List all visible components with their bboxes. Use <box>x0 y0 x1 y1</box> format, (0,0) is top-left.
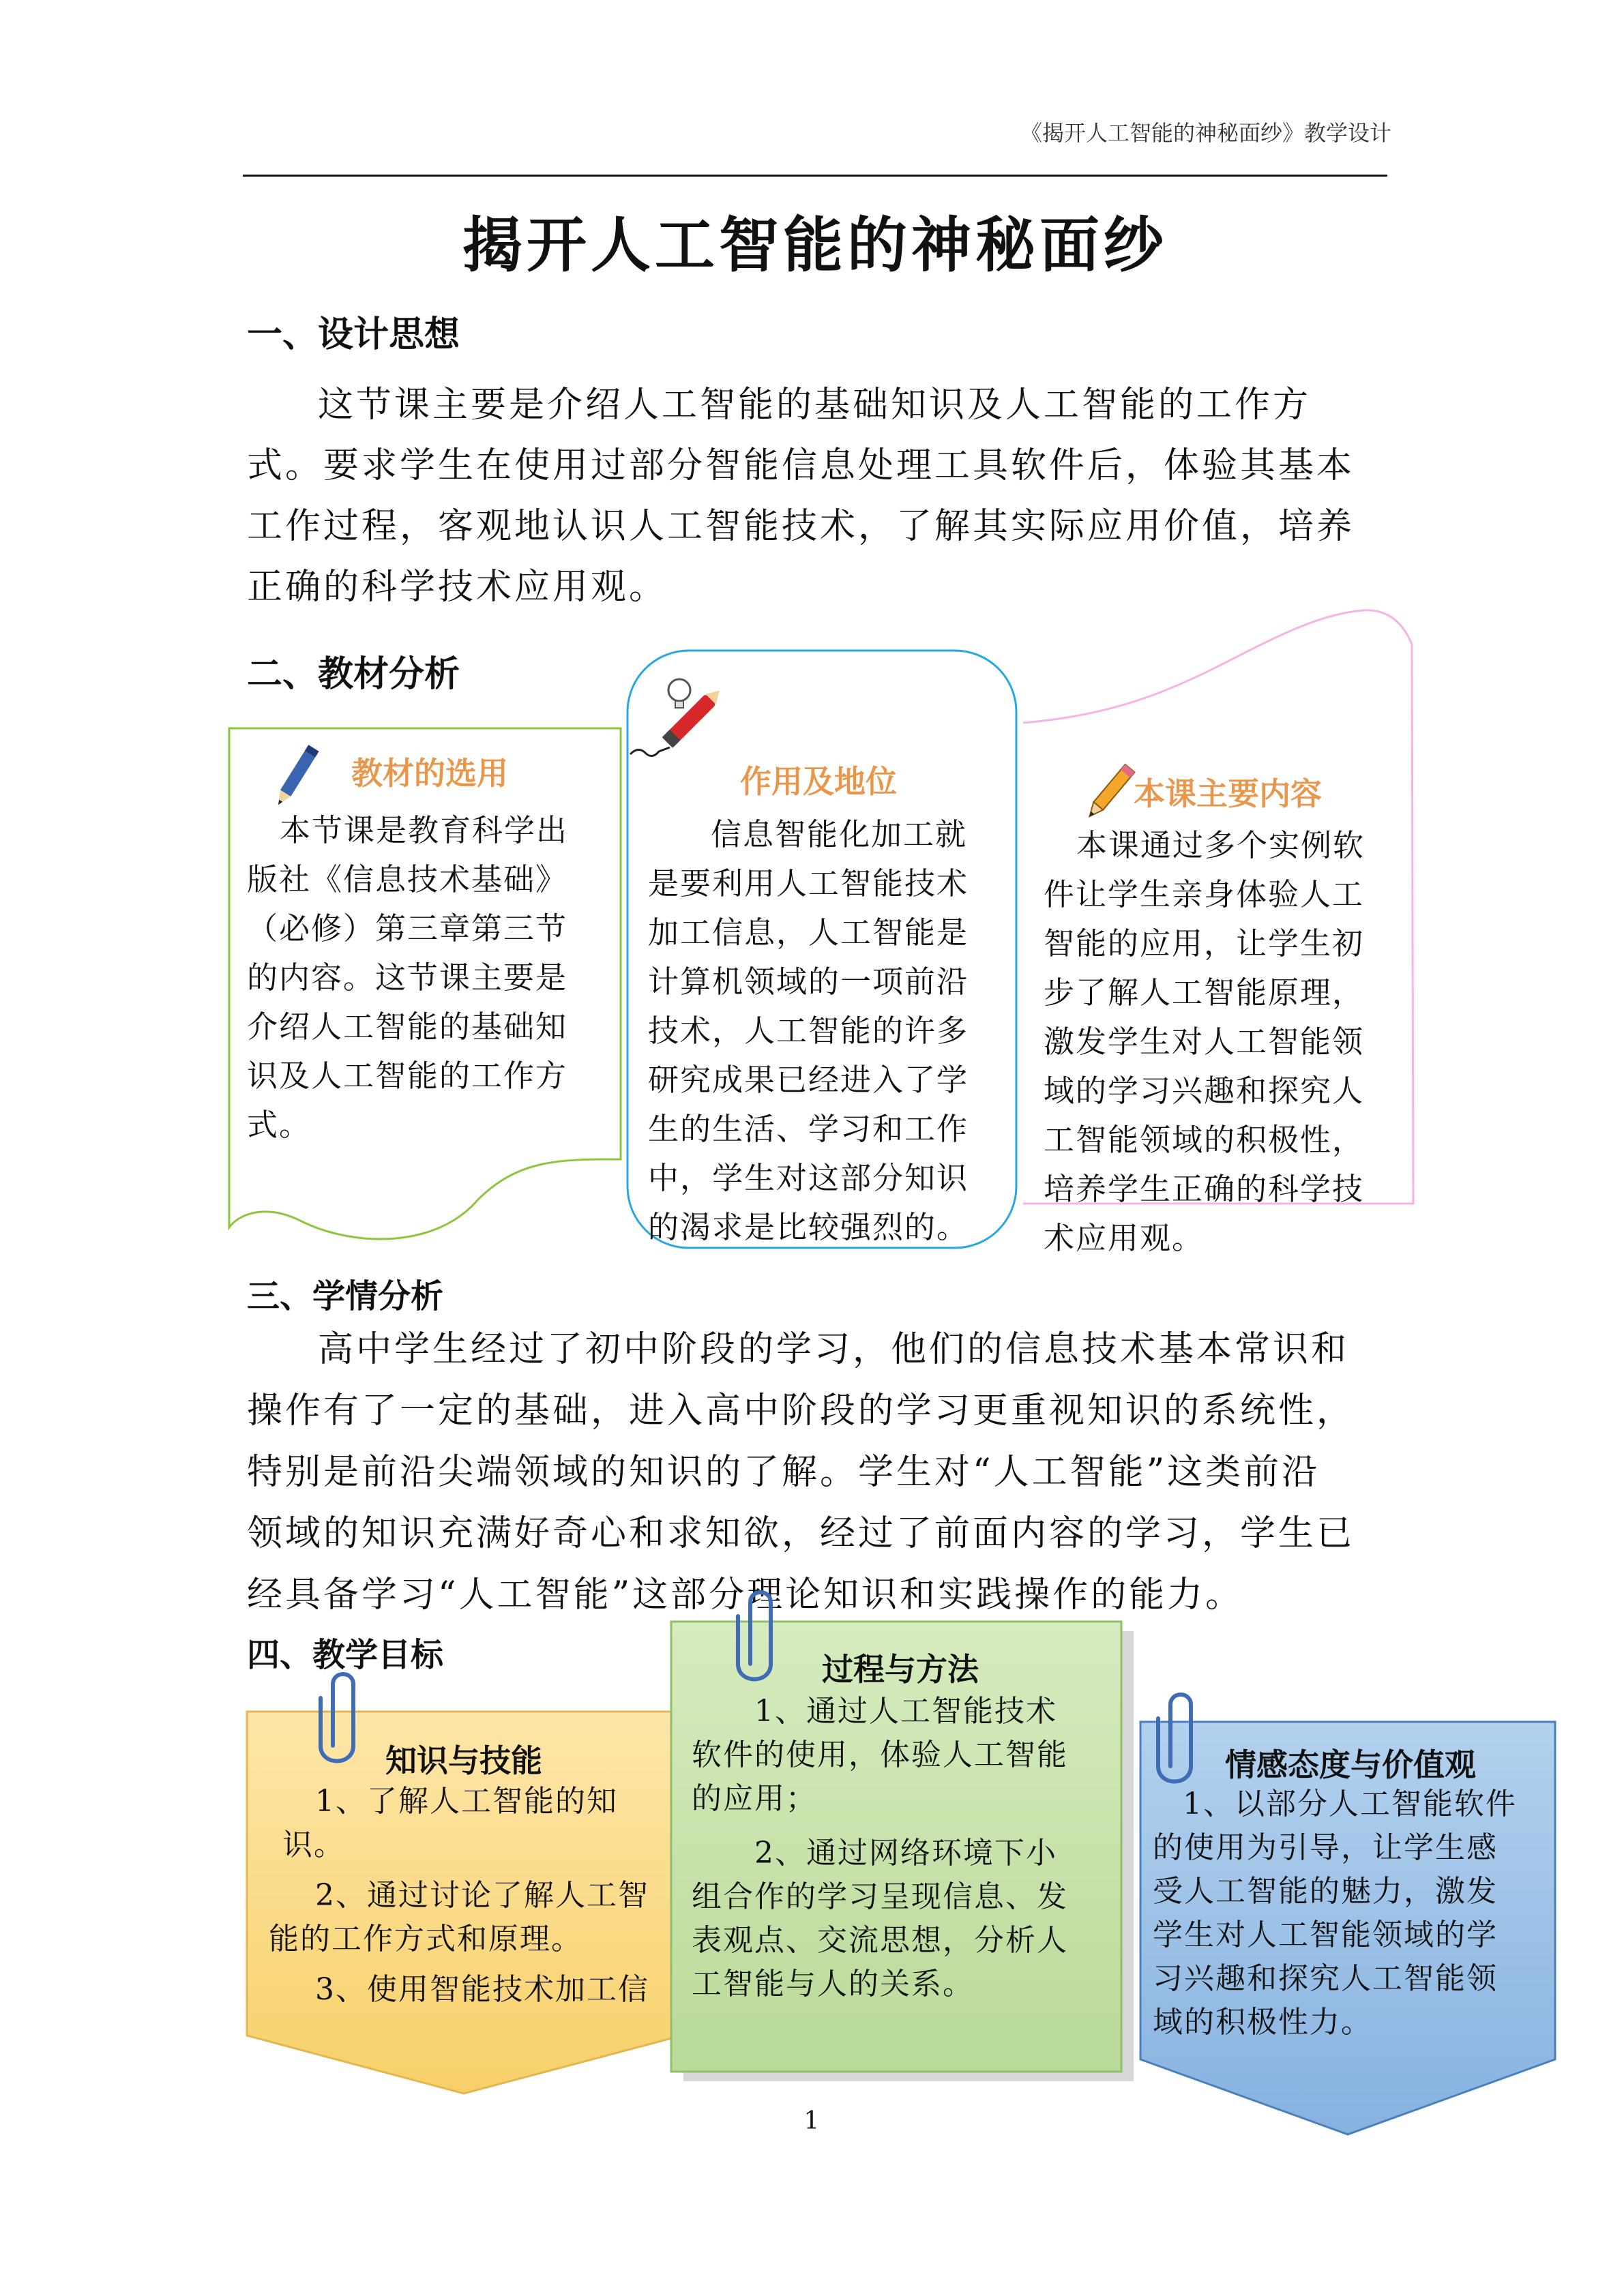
goal-line: 工智能与人的关系。 <box>692 1967 974 2001</box>
goal3-title: 情感态度与价值观 <box>1225 1746 1476 1783</box>
goal2-body <box>692 1690 1108 2006</box>
goal-line: 3、使用智能技术加工信 <box>315 1972 649 2007</box>
box-line: 培养学生正确的科学技 <box>1044 1171 1365 1207</box>
box-line: 步了解人工智能原理， <box>1044 974 1365 1011</box>
box-line: 计算机领域的一项前沿 <box>648 964 969 1000</box>
goal-line: 的应用； <box>692 1781 817 1816</box>
box-line: 生的生活、学习和工作 <box>648 1111 969 1147</box>
box-line: 是要利用人工智能技术 <box>648 865 969 901</box>
goal-line: 软件的使用，体验人工智能 <box>692 1738 1068 1772</box>
paragraph-line: 经具备学习“人工智能”这部分理论知识和实践操作的能力。 <box>247 1575 1244 1615</box>
box1-title: 教材的选用 <box>351 755 508 792</box>
box-line: 研究成果已经进入了学 <box>648 1062 969 1098</box>
box3-title: 本课主要内容 <box>1134 775 1322 812</box>
goal3-body <box>1153 1783 1548 2044</box>
section-heading-student-analysis: 三、学情分析 <box>247 1277 444 1315</box>
box-line: （必修）第三章第三节 <box>247 910 568 946</box>
goal-line: 1、了解人工智能的知 <box>315 1784 618 1819</box>
goal1-body <box>269 1780 671 2012</box>
box-line: 中，学生对这部分知识 <box>648 1160 969 1196</box>
paragraph-line: 这节课主要是介绍人工智能的基础知识及人工智能的工作方 <box>318 385 1312 426</box>
running-header: 《揭开人工智能的神秘面纱》教学设计 <box>1020 120 1391 146</box>
goal-line: 表观点、交流思想，分析人 <box>692 1923 1068 1958</box>
goal-line: 受人工智能的魅力，激发 <box>1153 1874 1498 1909</box>
box-line: 版社《信息技术基础》 <box>247 861 568 897</box>
paragraph-line: 式。要求学生在使用过部分智能信息处理工具软件后，体验其基本 <box>247 445 1355 486</box>
goal-line: 1、通过人工智能技术 <box>754 1694 1057 1729</box>
section-heading-textbook-analysis: 二、教材分析 <box>247 653 460 695</box>
box-line: 激发学生对人工智能领 <box>1044 1024 1365 1060</box>
section-heading-teaching-goals: 四、教学目标 <box>247 1636 444 1674</box>
paragraph-line: 操作有了一定的基础，进入高中阶段的学习更重视知识的系统性， <box>247 1390 1355 1431</box>
box-line: 介绍人工智能的基础知 <box>247 1009 568 1045</box>
goal-line: 2、通过网络环境下小 <box>754 1836 1057 1870</box>
box-line: 式。 <box>247 1107 312 1143</box>
box-line: 智能的应用，让学生初 <box>1044 925 1365 961</box>
goal-line: 的使用为引导，让学生感 <box>1153 1830 1498 1865</box>
goal-line: 1、以部分人工智能软件 <box>1183 1787 1517 1821</box>
paragraph-line: 工作过程，客观地认识人工智能技术，了解其实际应用价值，培养 <box>247 506 1355 547</box>
goal-line: 2、通过讨论了解人工智 <box>315 1878 649 1913</box>
goal-line: 识。 <box>282 1828 345 1862</box>
box2-title: 作用及地位 <box>740 763 897 800</box>
box-line: 信息智能化加工就 <box>711 816 968 852</box>
section-heading-design-idea: 一、设计思想 <box>247 314 460 355</box>
box-line: 工智能领域的积极性， <box>1044 1122 1365 1158</box>
box-line: 识及人工智能的工作方 <box>247 1058 568 1094</box>
box-line: 加工信息，人工智能是 <box>648 914 969 951</box>
box-line: 件让学生亲身体验人工 <box>1044 876 1365 912</box>
paragraph-line: 正确的科学技术应用观。 <box>247 567 668 608</box>
goal-line: 习兴趣和探究人工智能领 <box>1153 1961 1498 1996</box>
box-line: 技术，人工智能的许多 <box>648 1013 969 1049</box>
box-line: 本课通过多个实例软 <box>1076 827 1365 863</box>
paragraph-line: 领域的知识充满好奇心和求知欲，经过了前面内容的学习，学生已 <box>247 1513 1355 1554</box>
box-line: 的渴求是比较强烈的。 <box>648 1209 969 1245</box>
paragraph-line: 特别是前沿尖端领域的知识的了解。学生对“人工智能”这类前沿 <box>247 1452 1320 1493</box>
goal2-title: 过程与方法 <box>822 1651 979 1688</box>
box-line: 本节课是教育科学出 <box>280 812 569 848</box>
goal1-title: 知识与技能 <box>385 1742 542 1779</box>
box-line: 域的学习兴趣和探究人 <box>1044 1073 1365 1109</box>
goal-line: 能的工作方式和原理。 <box>269 1922 582 1956</box>
page-title: 揭开人工智能的神秘面纱 <box>462 209 1168 280</box>
goal-line: 组合作的学习呈现信息、发 <box>692 1879 1068 1914</box>
page-number: 1 <box>803 2107 820 2135</box>
goal-line: 学生对人工智能领域的学 <box>1153 1918 1498 1952</box>
paragraph-line: 高中学生经过了初中阶段的学习，他们的信息技术基本常识和 <box>318 1329 1350 1370</box>
goal-line: 域的积极性力。 <box>1153 2005 1372 2040</box>
box-line: 的内容。这节课主要是 <box>247 959 568 996</box>
box-line: 术应用观。 <box>1044 1220 1205 1256</box>
